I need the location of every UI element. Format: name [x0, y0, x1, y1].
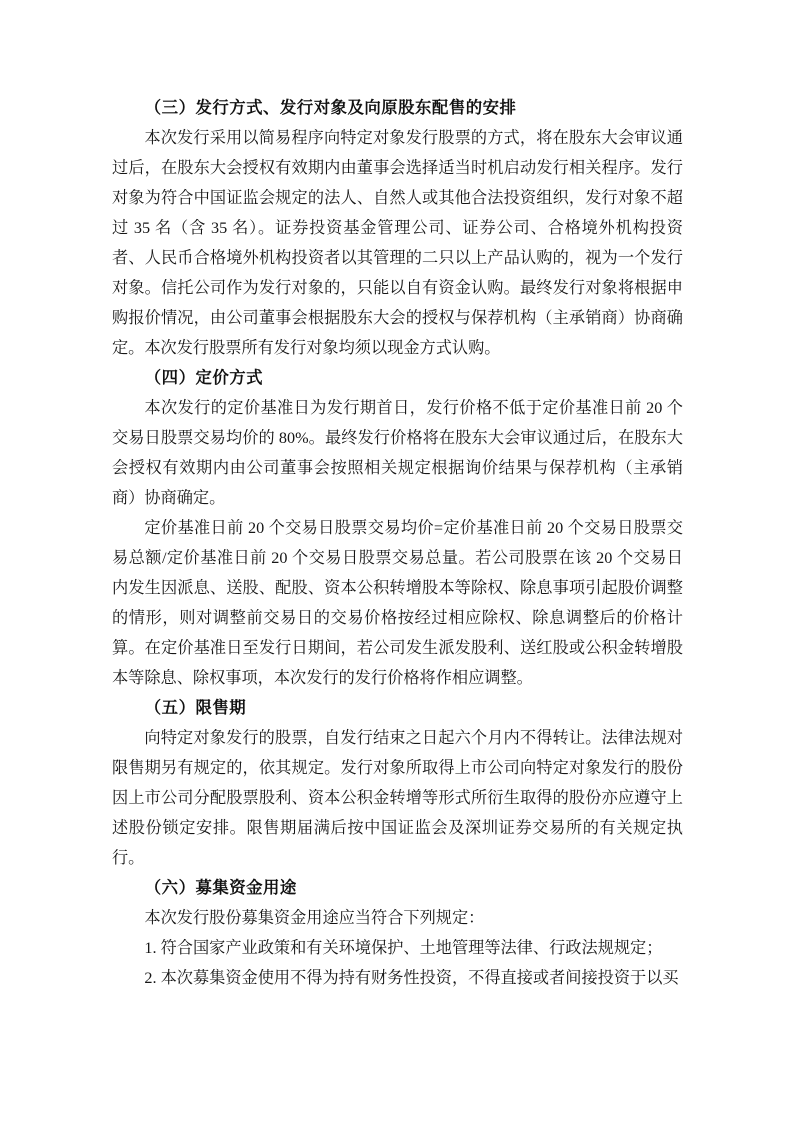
section-use-of-proceeds	[112, 873, 683, 993]
list-item-2: 2. 本次募集资金使用不得为持有财务性投资，不得直接或者间接投资于以买	[144, 969, 679, 987]
document-content	[112, 93, 683, 993]
section-issuance-method	[112, 93, 683, 363]
paragraph: 定价基准日前 20 个交易日股票交易均价=定价基准日前 20 个交易日股票交易总额/定价基准日前 20 个交易日股票交易总量。若公司股票在该 20 个交易日内发生因派息、送股、配股、资本公积转增股本等除权、除息事项引起股价调整的情形，则对调整前交易日的交易价格按经过相应除权、除息调整后的价格计算。在定价基准日至发行日期间，若公司发生派发股利、送红股或公积金转增股本等除息、除权事项，本次发行的发行价格将作相应调整。	[112, 519, 683, 687]
paragraph: 本次发行采用以简易程序向特定对象发行股票的方式，将在股东大会审议通过后，在股东大会授权有效期内由董事会选择适当时机启动发行相关程序。发行对象为符合中国证监会规定的法人、自然人或其他合法投资组织，发行对象不超过 35 名（含 35 名）。证券投资基金管理公司、证券公司、合格境外机构投资者、人民币合格境外机构投资者以其管理的二只以上产品认购的，视为一个发行对象。信托公司作为发行对象的，只能以自有资金认购。最终发行对象将根据申购报价情况，由公司董事会根据股东大会的授权与保荐机构（主承销商）协商确定。本次发行股票所有发行对象均须以现金方式认购。	[112, 129, 683, 357]
section-lockup-period	[112, 693, 683, 873]
section-heading: （五）限售期	[144, 698, 247, 717]
paragraph: 本次发行的定价基准日为发行期首日，发行价格不低于定价基准日前 20 个交易日股票交易均价的 80%。最终发行价格将在股东大会审议通过后，在股东大会授权有效期内由公司董事会按照相关规定根据询价结果与保荐机构（主承销商）协商确定。	[112, 399, 683, 507]
section-heading: （三）发行方式、发行对象及向原股东配售的安排	[144, 98, 517, 117]
list-item-1: 1. 符合国家产业政策和有关环境保护、土地管理等法律、行政法规规定；	[144, 939, 663, 957]
paragraph: 本次发行股份募集资金用途应当符合下列规定：	[144, 909, 485, 927]
paragraph: 向特定对象发行的股票，自发行结束之日起六个月内不得转让。法律法规对限售期另有规定的，依其规定。发行对象所取得上市公司向特定对象发行的股份因上市公司分配股票股利、资本公积金转增等形式所衍生取得的股份亦应遵守上述股份锁定安排。限售期届满后按中国证监会及深圳证券交易所的有关规定执行。	[112, 729, 683, 867]
section-heading: （六）募集资金用途	[144, 878, 297, 897]
section-pricing-method	[112, 363, 683, 693]
section-heading: （四）定价方式	[144, 368, 264, 387]
